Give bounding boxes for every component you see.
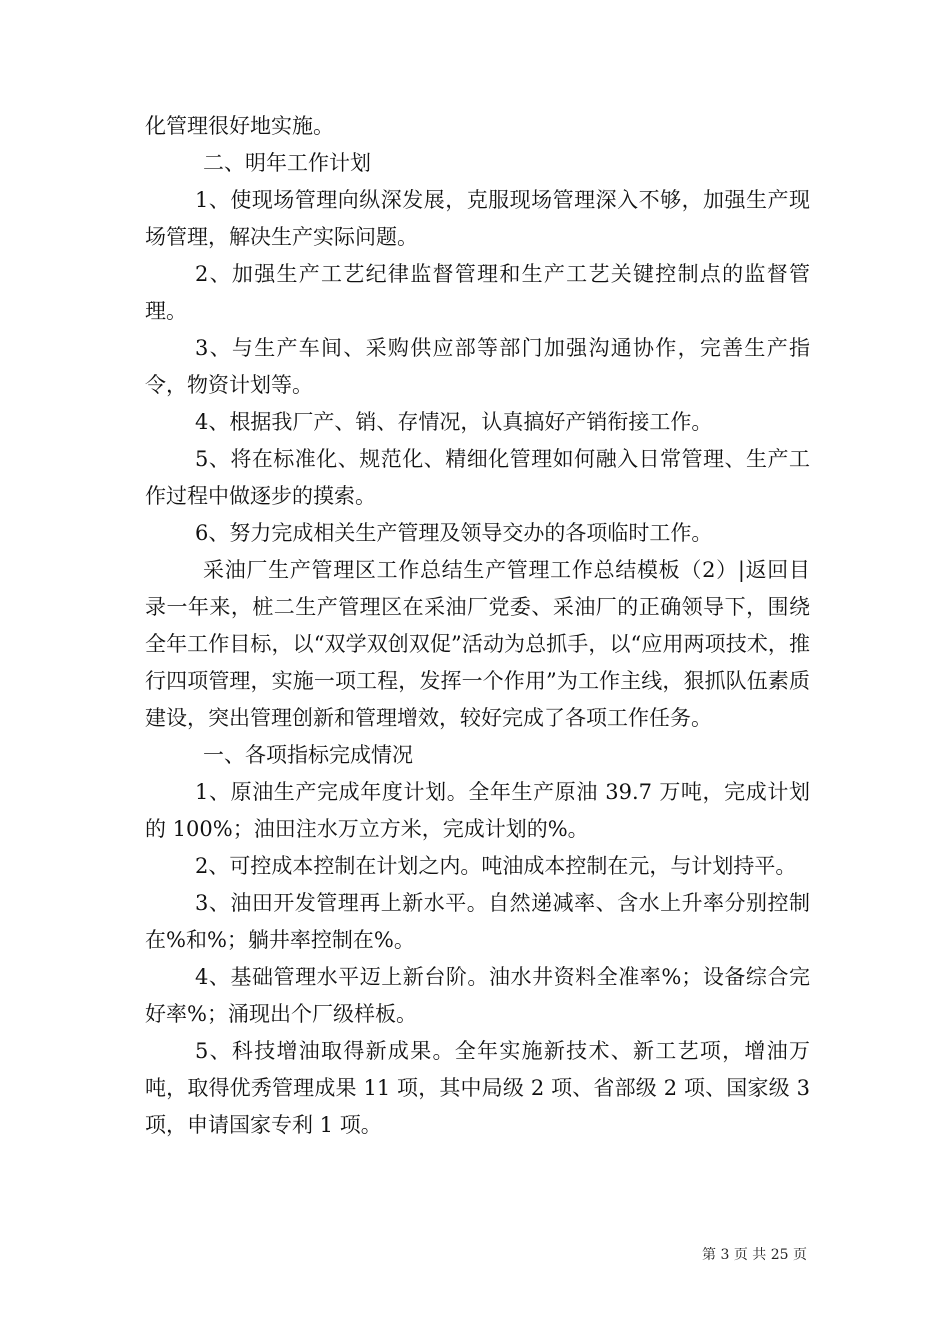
page-number-footer: 第 3 页 共 25 页 — [702, 1247, 807, 1263]
indicator-item-3: 3、油田开发管理再上新水平。自然递减率、含水上升率分别控制在%和%；躺井率控制在%。 — [145, 891, 810, 952]
section-heading-indicators: 一、各项指标完成情况 — [203, 743, 413, 767]
template-intro-paragraph: 采油厂生产管理区工作总结生产管理工作总结模板（2）|返回目录一年来，桩二生产管理区在采油厂党委、采油厂的正确领导下，围绕全年工作目标，以“双学双创双促”活动为总抓手，以“应用两项技术，推行四项管理，实施一项工程，发挥一个作用”为工作主线，狠抓队伍素质建设，突出管理创新和管理增效，较好完成了各项工作任务。 — [145, 558, 810, 730]
plan-item-5: 5、将在标准化、规范化、精细化管理如何融入日常管理、生产工作过程中做逐步的摸索。 — [145, 447, 810, 508]
section-heading-next-year-plan: 二、明年工作计划 — [203, 151, 371, 175]
plan-item-1: 1、使现场管理向纵深发展，克服现场管理深入不够，加强生产现场管理，解决生产实际问题。 — [145, 188, 810, 249]
indicator-item-2: 2、可控成本控制在计划之内。吨油成本控制在元，与计划持平。 — [195, 854, 797, 878]
plan-item-6: 6、努力完成相关生产管理及领导交办的各项临时工作。 — [195, 521, 713, 545]
paragraph-continuation: 化管理很好地实施。 — [145, 114, 334, 138]
plan-item-4: 4、根据我厂产、销、存情况，认真搞好产销衔接工作。 — [195, 410, 713, 434]
indicator-item-5: 5、科技增油取得新成果。全年实施新技术、新工艺项，增油万吨，取得优秀管理成果 11 项，其中局级 2 项、省部级 2 项、国家级 3 项，申请国家专利 1 项。 — [145, 1039, 810, 1137]
document-body — [145, 108, 810, 1144]
indicator-item-1: 1、原油生产完成年度计划。全年生产原油 39.7 万吨，完成计划的 100%；油田注水万立方米，完成计划的%。 — [145, 780, 810, 841]
plan-item-3: 3、与生产车间、采购供应部等部门加强沟通协作，完善生产指令，物资计划等。 — [145, 336, 810, 397]
indicator-item-4: 4、基础管理水平迈上新台阶。油水井资料全准率%；设备综合完好率%；涌现出个厂级样板。 — [145, 965, 810, 1026]
plan-item-2: 2、加强生产工艺纪律监督管理和生产工艺关键控制点的监督管理。 — [145, 262, 810, 323]
